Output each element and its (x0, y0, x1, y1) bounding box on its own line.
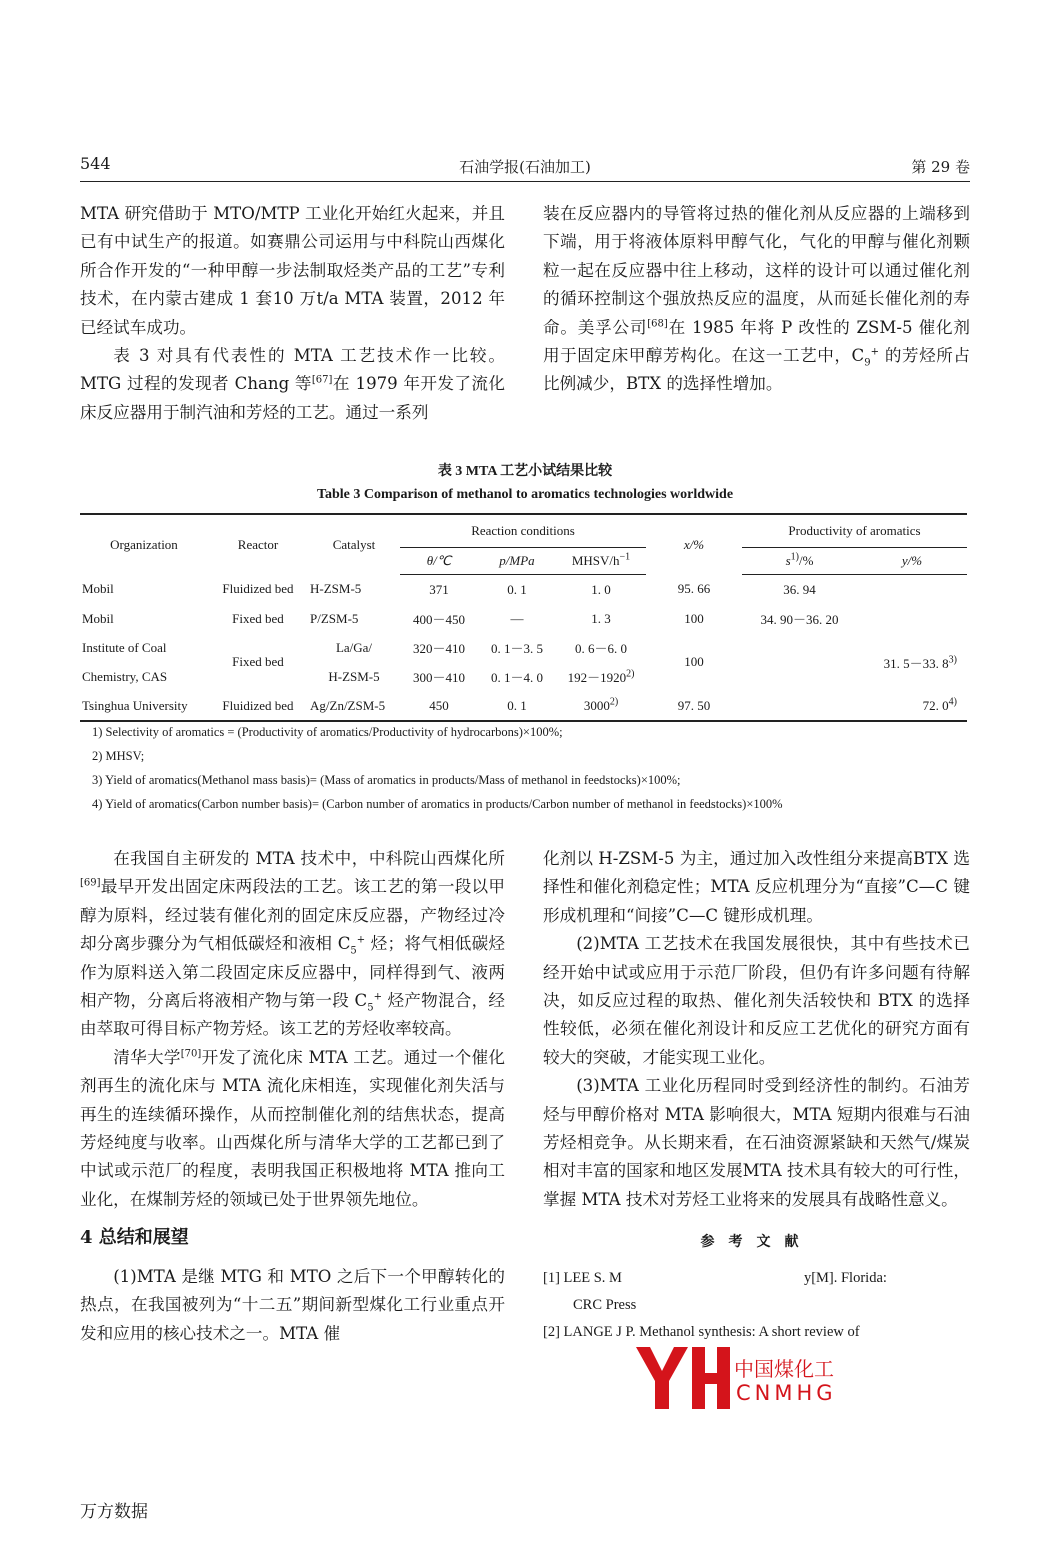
running-header (80, 150, 970, 182)
references-heading: 参考文献 (700, 1234, 813, 1251)
paragraph: 表 3 对具有代表性的 MTA 工艺技术作一比较。MTG 过程的发现者 Chang 等[67]在 1979 年开发了流化床反应器用于制汽油和芳烃的工艺。通过一系列 (80, 346, 505, 422)
header-theta: θ/℃ (400, 548, 478, 575)
paragraph: 化剂以 H-ZSM-5 为主，通过加入改性组分来提高BTX 选择性和催化剂稳定性；MTA 反应机理分为“直接”C—C 键形成机理和“间接”C—C 键形成机理。 (543, 849, 970, 925)
footnote: 4) Yield of aromatics(Carbon number basis)= (Carbon number of aromatics in products/Carbon number of methanol in feedstocks)×100% (92, 797, 783, 811)
table-row: Mobil Fixed bed P/ZSM-5 400－450 — 1. 3 100 34. 90－36. 20 (82, 610, 839, 627)
left-column-top (80, 200, 505, 427)
table-row: Tsinghua University Fluidized bed Ag/Zn/ZSM-5 450 0. 1 3000$^{2)}$ 97. 50 72. 0$^{4)}$ (80, 691, 967, 721)
header-reaction-conditions: Reaction conditions (400, 514, 646, 548)
cnmhg-logo (632, 1345, 862, 1415)
cnmhg-logo-mark (632, 1345, 732, 1411)
right-column-top (543, 200, 970, 399)
header-yield: y/% (857, 548, 967, 575)
section-heading: 4 总结和展望 (80, 1227, 189, 1249)
citation: [68] (647, 318, 668, 330)
header-organization: Organization (80, 514, 208, 575)
citation: [70] (180, 1048, 202, 1060)
table-caption-cn: 表 3 MTA 工艺小试结果比较 (437, 464, 613, 479)
paragraph: 装在反应器内的导管将过热的催化剂从反应器的上端移到下端，用于将液体原料甲醇气化，气化的甲醇与催化剂颗粒一起在反应器中往上移动，这样的设计可以通过催化剂的循环控制这个强放热反应的温度，从而延长催化剂的寿命。美孚公司[68]在 1985 年将 P 改性的 ZSM-5 催化剂用于固定床甲醇芳构化。在这一工艺中，$C_9^+$ 的芳烃所占比例减少，BTX 的选择性增加。 (543, 204, 970, 394)
footnote: 1) Selectivity of aromatics = (Productivity of aromatics/Productivity of hydrocarbons)×100%; (92, 725, 563, 739)
header-reactor: Reactor (208, 514, 308, 575)
citation: [69] (80, 877, 101, 889)
footnote: 3) Yield of aromatics(Methanol mass basis)= (Mass of aromatics in products/Mass of methanol in feedstocks)×100%; (92, 773, 681, 787)
logo-text-en: CNMHG (736, 1381, 837, 1405)
header-rule (80, 181, 970, 182)
header-selectivity: $s^{1)}/\%$ (742, 548, 857, 575)
source-watermark: 万方数据 (80, 1502, 148, 1522)
comparison-table (80, 513, 967, 722)
reference-list (543, 1265, 970, 1346)
reference-item: [1] LEE S. M y[M]. Florida: (543, 1269, 887, 1286)
header-productivity: Productivity of aromatics (742, 514, 967, 548)
left-column-bottom (80, 845, 505, 1348)
footnote: 2) MHSV; (92, 749, 145, 763)
table-caption-en: Table 3 Comparison of methanol to aromatics technologies worldwide (316, 487, 734, 502)
header-pressure: p/MPa (478, 548, 556, 575)
citation: [67] (311, 374, 333, 386)
journal-name: 石油学报(石油加工) (459, 158, 591, 176)
paragraph: 清华大学[70]开发了流化床 MTA 工艺。通过一个催化剂再生的流化床与 MTA 流化床相连，实现催化剂失活与再生的连续循环操作，从而控制催化剂的结焦状态，提高芳烃纯度与收率。山西煤化所与清华大学的工艺都已到了中试或示范厂的程度，表明我国正积极地将 MTA 推向工业化，在煤制芳烃的领域已处于世界领先地位。 (80, 1047, 505, 1209)
paragraph: (3)MTA 工业化历程同时受到经济性的制约。石油芳烃与甲醇价格对 MTA 影响很大，MTA 短期内很难与石油芳烃相竞争。从长期来看，在石油资源紧缺和天然气/煤炭相对丰富的国家和地区发展MTA 技术具有较大的可行性，掌握 MTA 技术对芳烃工业将来的发展具有战略性意义。 (543, 1076, 970, 1209)
logo-text-cn: 中国煤化工 (734, 1357, 834, 1381)
right-column-bottom (543, 845, 970, 1346)
table-row: Mobil Fluidized bed H-ZSM-5 371 0. 1 1. 0 95. 66 36. 94 (82, 581, 816, 597)
page-number: 544 (80, 154, 111, 173)
paragraph: 在我国自主研发的 MTA 技术中，中科院山西煤化所[69]最早开发出固定床两段法的工艺。该工艺的第一段以甲醇为原料，经过装有催化剂的固定床反应器，产物经过冷却分离步骤分为气相低碳烃和液相 $C_5^+$ 烃；将气相低碳烃作为原料送入第二段固定床反应器中，同样得到气、液两相产物，分离后将液相产物与第一段 $C_5^+$ 烃产物混合，经由萃取可得目标产物芳烃。该工艺的芳烃收率较高。 (80, 849, 505, 1039)
header-catalyst: Catalyst (308, 514, 400, 575)
paragraph: (2)MTA 工艺技术在我国发展很快，其中有些技术已经开始中试或应用于示范厂阶段，但仍有许多问题有待解决，如反应过程的取热、催化剂失活较快和 BTX 的选择性较低，必须在催化剂设计和反应工艺优化的研究方面有较大的突破，才能实现工业化。 (543, 934, 970, 1067)
reference-item: [2] LANGE J P. Methanol synthesis: A short review of (543, 1323, 860, 1340)
header-mhsv: MHSV/$h^{-1}$ (556, 548, 646, 575)
volume-label: 第 29 卷 (911, 158, 970, 176)
table-row: Chemistry, CAS H-ZSM-5 300－410 0. 1－4. 0 $192-1920^{2)}$ (82, 668, 635, 685)
reference-item-cont: CRC Press (573, 1296, 637, 1313)
paragraph: (1)MTA 是继 MTG 和 MTO 之后下一个甲醇转化的热点，在我国被列为“十二五”期间新型煤化工行业重点开发和应用的核心技术之一。MTA 催 (80, 1266, 505, 1343)
table-footnotes (92, 720, 972, 816)
table-row: Institute of Coal Fixed bed La/Ga/ 320－410 0. 1－3. 5 0. 6－6. 0 100 31. 5－33. 8$^{3)}$ (82, 639, 957, 671)
header-conversion: x/% (646, 514, 742, 575)
paragraph: MTA 研究借助于 MTO/MTP 工业化开始红火起来，并且已有中试生产的报道。如赛鼎公司运用与中科院山西煤化所合作开发的“一种甲醇一步法制取烃类产品的工艺”专利技术，在内蒙古建成 1 套10 万t/a MTA 装置，2012 年已经试车成功。 (80, 204, 505, 337)
